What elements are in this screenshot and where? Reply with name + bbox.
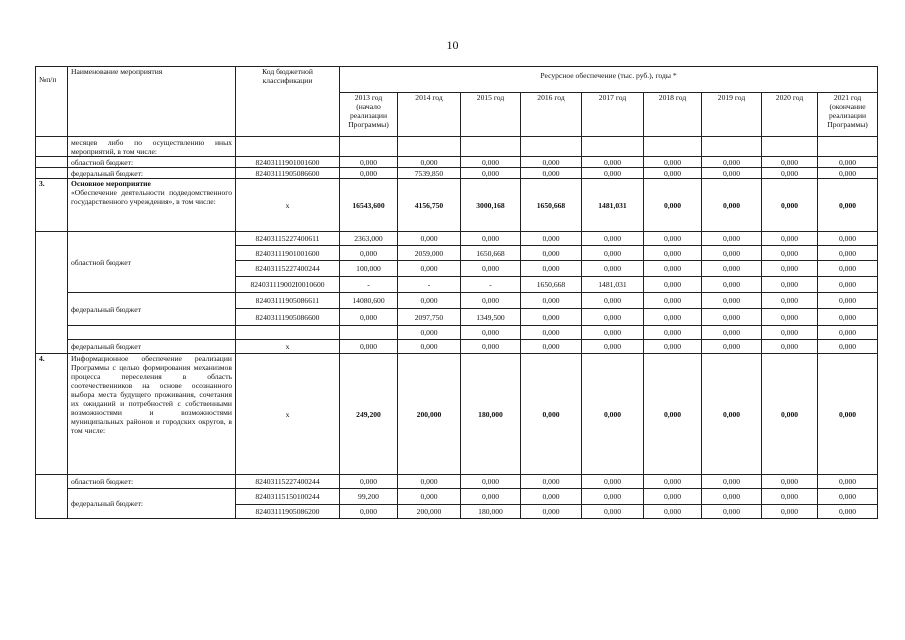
cell: 1650,668 — [521, 277, 582, 293]
row-code: 82403111905086600 — [236, 309, 340, 326]
cell: 249,200 — [340, 354, 398, 475]
cell: 0,000 — [461, 168, 521, 179]
cell: 0,000 — [644, 309, 702, 326]
header-year-2015: 2015 год — [461, 93, 521, 137]
row-name: федеральный бюджет: — [68, 168, 236, 179]
cell: 0,000 — [644, 354, 702, 475]
cell: 0,000 — [762, 277, 818, 293]
cell: 0,000 — [461, 157, 521, 168]
cell: 1481,031 — [582, 179, 644, 232]
cell: 0,000 — [644, 179, 702, 232]
cell: 0,000 — [818, 168, 878, 179]
cell: 0,000 — [818, 340, 878, 354]
row-code: 824031119002I0010600 — [236, 277, 340, 293]
cell: 0,000 — [702, 232, 762, 246]
cell: 200,000 — [398, 354, 461, 475]
table-row — [36, 137, 878, 157]
table-row — [36, 157, 878, 168]
table-row — [36, 489, 878, 505]
cell: 0,000 — [644, 326, 702, 340]
row-name-title: Основное мероприятие — [71, 179, 151, 188]
cell: - — [461, 277, 521, 293]
row-code: 82403115227400611 — [236, 232, 340, 246]
table-row — [36, 179, 878, 232]
row-name: федеральный бюджет — [68, 293, 236, 326]
cell: 0,000 — [818, 246, 878, 261]
cell: 0,000 — [461, 475, 521, 489]
cell: 0,000 — [521, 309, 582, 326]
cell: 0,000 — [762, 232, 818, 246]
cell: 0,000 — [582, 261, 644, 277]
cell: 0,000 — [644, 261, 702, 277]
cell: 0,000 — [340, 505, 398, 519]
cell: 0,000 — [582, 168, 644, 179]
cell: 0,000 — [398, 475, 461, 489]
row-name: федеральный бюджет: — [68, 489, 236, 519]
header-year-2017: 2017 год — [582, 93, 644, 137]
header-year-2018: 2018 год — [644, 93, 702, 137]
cell: 0,000 — [582, 354, 644, 475]
cell: 0,000 — [644, 489, 702, 505]
cell: 0,000 — [702, 326, 762, 340]
cell: 2363,000 — [340, 232, 398, 246]
cell: 0,000 — [702, 261, 762, 277]
cell: 7539,850 — [398, 168, 461, 179]
cell: 0,000 — [521, 261, 582, 277]
header-num: №п/п — [36, 67, 68, 137]
header-resources: Ресурсное обеспечение (тыс. руб.), годы * — [340, 67, 878, 93]
header-year-2014: 2014 год — [398, 93, 461, 137]
budget-table — [35, 66, 878, 519]
cell: 2097,750 — [398, 309, 461, 326]
table-row — [36, 168, 878, 179]
cell: 0,000 — [582, 505, 644, 519]
cell: 0,000 — [461, 293, 521, 309]
cell: 0,000 — [582, 309, 644, 326]
row-name: федеральный бюджет — [68, 340, 236, 354]
cell: 99,200 — [340, 489, 398, 505]
cell: 0,000 — [702, 475, 762, 489]
cell: 0,000 — [818, 277, 878, 293]
cell: 4156,750 — [398, 179, 461, 232]
cell: 0,000 — [762, 157, 818, 168]
cell: 0,000 — [461, 489, 521, 505]
cell: 0,000 — [398, 489, 461, 505]
cell: 0,000 — [521, 489, 582, 505]
cell: 0,000 — [702, 157, 762, 168]
cell: 0,000 — [818, 505, 878, 519]
row-name: областной бюджет — [68, 232, 236, 293]
page-number: 10 — [446, 38, 459, 52]
cell: 3000,168 — [461, 179, 521, 232]
cell: 0,000 — [521, 293, 582, 309]
cell: 0,000 — [582, 293, 644, 309]
cell: 0,000 — [702, 179, 762, 232]
cell: - — [398, 277, 461, 293]
cell: 0,000 — [818, 309, 878, 326]
cell: 0,000 — [398, 261, 461, 277]
cell: 0,000 — [818, 261, 878, 277]
cell: 0,000 — [582, 232, 644, 246]
cell: 0,000 — [644, 246, 702, 261]
cell: 0,000 — [582, 326, 644, 340]
cell: 0,000 — [702, 277, 762, 293]
cell: 0,000 — [818, 489, 878, 505]
row-code — [236, 326, 340, 340]
cell: 0,000 — [762, 168, 818, 179]
row-code: х — [236, 179, 340, 232]
cell: 0,000 — [644, 293, 702, 309]
cell: 1349,500 — [461, 309, 521, 326]
row-code: 82403111905086600 — [236, 168, 340, 179]
cell: 0,000 — [644, 475, 702, 489]
cell: 14080,600 — [340, 293, 398, 309]
table-row — [36, 326, 878, 340]
table-row — [36, 293, 878, 309]
cell: 0,000 — [644, 157, 702, 168]
cell: 1650,668 — [521, 179, 582, 232]
cell: 0,000 — [702, 168, 762, 179]
cell: 0,000 — [340, 309, 398, 326]
cell: 0,000 — [461, 326, 521, 340]
header-year-2021: 2021 год (окончание реализации Программы) — [818, 93, 878, 137]
row-code: 82403111901001600 — [236, 157, 340, 168]
cell: 0,000 — [702, 354, 762, 475]
cell: 0,000 — [521, 168, 582, 179]
cell: 100,000 — [340, 261, 398, 277]
header-year-2019: 2019 год — [702, 93, 762, 137]
cell: 0,000 — [702, 340, 762, 354]
cell: 0,000 — [461, 340, 521, 354]
cell: 0,000 — [644, 340, 702, 354]
cell: 0,000 — [702, 246, 762, 261]
cell: 0,000 — [398, 293, 461, 309]
row-num: 4. — [36, 354, 68, 475]
cell: 0,000 — [521, 475, 582, 489]
cell: 0,000 — [762, 179, 818, 232]
cell: 16543,600 — [340, 179, 398, 232]
cell: 1650,668 — [461, 246, 521, 261]
row-name: Информационное обеспечение реализации Программы с целью формирования механизмов процесса переселения в область соотечественников на основе осознанного выбора места будущего проживания, сочетания их ожиданий и потребностей с собственными возможностями и возможностями муниципальных районов и городских округов, в том числе: — [68, 354, 236, 475]
cell: 0,000 — [702, 505, 762, 519]
cell: 0,000 — [644, 232, 702, 246]
cell: 0,000 — [461, 232, 521, 246]
cell: 0,000 — [762, 354, 818, 475]
cell: 0,000 — [818, 232, 878, 246]
row-name: областной бюджет: — [68, 157, 236, 168]
cell: 0,000 — [762, 309, 818, 326]
cell: 0,000 — [644, 505, 702, 519]
cell: 0,000 — [762, 475, 818, 489]
cell: 0,000 — [398, 157, 461, 168]
row-name: «Обеспечение деятельности подведомственного государственного учреждения», в том числе: — [71, 188, 232, 206]
header-year-2016: 2016 год — [521, 93, 582, 137]
cell: 0,000 — [521, 354, 582, 475]
cell: 0,000 — [582, 489, 644, 505]
cell: 0,000 — [521, 505, 582, 519]
cell: 180,000 — [461, 505, 521, 519]
header-year-2013: 2013 год (начало реализации Программы) — [340, 93, 398, 137]
cell: 0,000 — [818, 293, 878, 309]
cell: 0,000 — [340, 246, 398, 261]
cell: 0,000 — [702, 293, 762, 309]
cell: 200,000 — [398, 505, 461, 519]
cell: 180,000 — [461, 354, 521, 475]
cell: 0,000 — [644, 168, 702, 179]
cell: 0,000 — [521, 232, 582, 246]
row-code: 82403111905086200 — [236, 505, 340, 519]
cell: 0,000 — [702, 309, 762, 326]
table-row — [36, 232, 878, 246]
cell: 0,000 — [762, 489, 818, 505]
cell — [340, 326, 398, 340]
cell: 2059,000 — [398, 246, 461, 261]
cell: 0,000 — [582, 157, 644, 168]
cell: 1481,031 — [582, 277, 644, 293]
header-year-2020: 2020 год — [762, 93, 818, 137]
cell: 0,000 — [521, 157, 582, 168]
table-row — [36, 340, 878, 354]
cell: 0,000 — [762, 293, 818, 309]
table-row — [36, 475, 878, 489]
cell: 0,000 — [762, 505, 818, 519]
row-code: 82403115227400244 — [236, 261, 340, 277]
cell: 0,000 — [818, 157, 878, 168]
cell: 0,000 — [398, 232, 461, 246]
cell: 0,000 — [818, 326, 878, 340]
cell: 0,000 — [818, 354, 878, 475]
row-code: 82403111901001600 — [236, 246, 340, 261]
cell: 0,000 — [340, 157, 398, 168]
row-name: областной бюджет: — [68, 475, 236, 489]
cell: 0,000 — [398, 326, 461, 340]
header-name: Наименование мероприятия — [68, 67, 236, 137]
cell: 0,000 — [521, 326, 582, 340]
cell: 0,000 — [702, 489, 762, 505]
row-code: х — [236, 354, 340, 475]
cell: 0,000 — [582, 475, 644, 489]
cell: 0,000 — [762, 340, 818, 354]
row-name: месяцев либо по осуществлению иных мероприятий, в том числе: — [68, 137, 236, 157]
table-row — [36, 354, 878, 475]
row-num: 3. — [36, 179, 68, 232]
cell: 0,000 — [818, 475, 878, 489]
cell: 0,000 — [762, 261, 818, 277]
cell: 0,000 — [582, 340, 644, 354]
cell: 0,000 — [818, 179, 878, 232]
cell: 0,000 — [340, 475, 398, 489]
row-code: 82403115227400244 — [236, 475, 340, 489]
cell: 0,000 — [340, 168, 398, 179]
header-code: Код бюджетной классификации — [236, 67, 340, 137]
cell: 0,000 — [582, 246, 644, 261]
cell: 0,000 — [398, 340, 461, 354]
cell: 0,000 — [521, 246, 582, 261]
cell: - — [340, 277, 398, 293]
cell: 0,000 — [461, 261, 521, 277]
cell: 0,000 — [644, 277, 702, 293]
row-code: 82403111905086611 — [236, 293, 340, 309]
row-code: х — [236, 340, 340, 354]
cell: 0,000 — [762, 326, 818, 340]
cell: 0,000 — [340, 340, 398, 354]
row-code: 82403115150100244 — [236, 489, 340, 505]
cell: 0,000 — [762, 246, 818, 261]
cell: 0,000 — [521, 340, 582, 354]
